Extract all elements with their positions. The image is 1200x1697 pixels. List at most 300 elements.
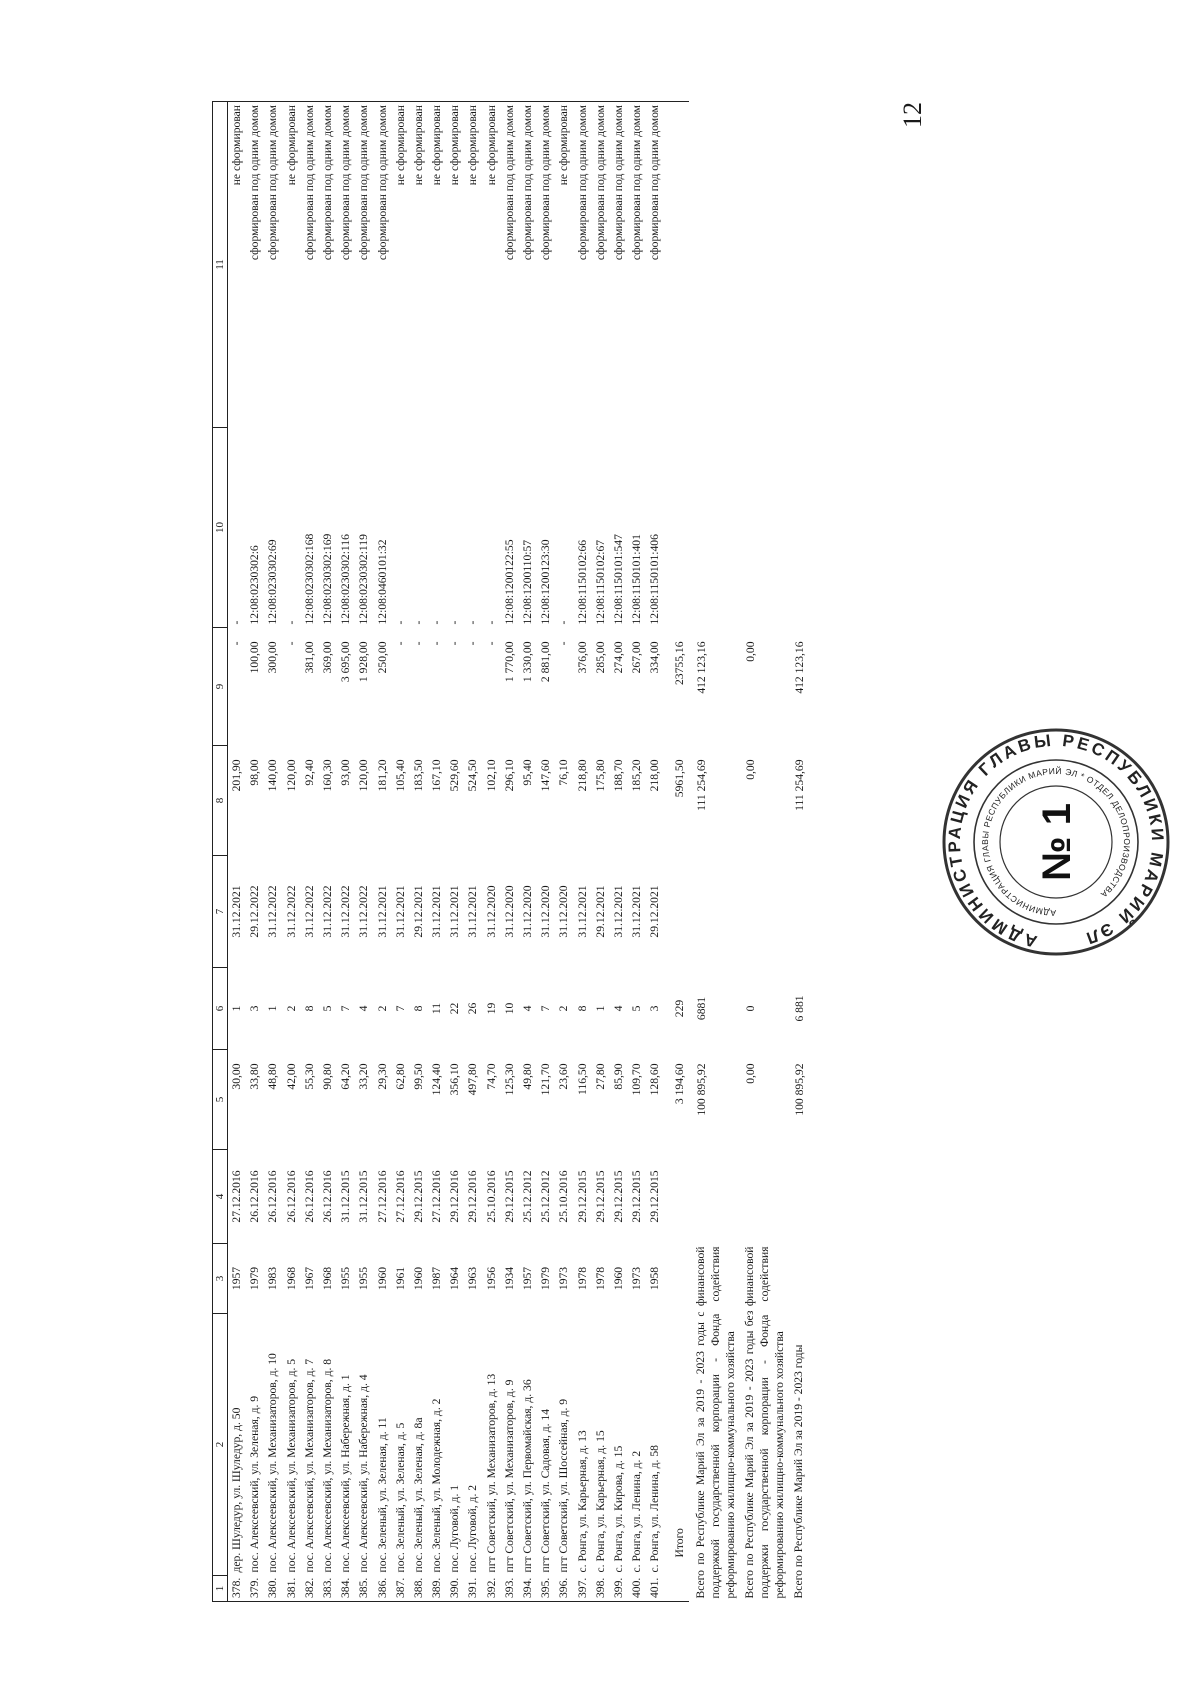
summary-col-8: 111 254,69 xyxy=(694,759,708,811)
cell-col-7: 31.12.2022 xyxy=(357,885,371,938)
cell-col-6: 8 xyxy=(302,1005,316,1012)
cell-col-11: сформирован под одним домом xyxy=(537,102,555,428)
itogo-people: 229 xyxy=(672,999,686,1018)
cell-col-5: 64,20 xyxy=(339,1063,353,1090)
cell-col-10: 12:08:0230302:69 xyxy=(266,539,280,625)
cell-col-11: сформирован под одним домом xyxy=(646,102,664,428)
cell-col-10: 12:08:1200122:55 xyxy=(502,539,516,625)
cell-col-10: 12:08:1150101:406 xyxy=(648,534,662,625)
cell-col-8: 167,10 xyxy=(430,759,444,792)
cell-col-8: 201,90 xyxy=(230,759,243,792)
cell-col-3: 1957 xyxy=(230,1266,243,1291)
cell-col-7: 31.12.2021 xyxy=(230,885,243,938)
cell-col-3: 1964 xyxy=(448,1266,462,1291)
cell-col-9: 1 330,00 xyxy=(521,641,534,683)
cell-col-5: 62,80 xyxy=(393,1063,407,1090)
cell-col-6: 7 xyxy=(393,1005,407,1012)
empty-cell xyxy=(787,1150,809,1244)
cell-col-11: сформирован под одним домом xyxy=(246,102,264,428)
cell-col-11: сформирован под одним домом xyxy=(628,102,646,428)
cell-col-8: 296,10 xyxy=(502,759,516,792)
cell-col-11: не сформирован xyxy=(555,102,573,428)
cell-col-4: 27.12.2016 xyxy=(230,1170,243,1223)
column-number-4: 4 xyxy=(213,1150,228,1244)
cell-col-11: не сформирован xyxy=(428,102,446,428)
cell-col-1: 389. xyxy=(428,1576,446,1602)
cell-col-3: 1960 xyxy=(411,1266,425,1291)
empty-cell xyxy=(689,856,738,968)
cell-col-1: 395. xyxy=(537,1576,555,1602)
cell-col-7: 29.12.2021 xyxy=(593,885,607,938)
cell-col-2: с. Ронга, ул. Карьерная, д. 13 xyxy=(575,1430,589,1573)
cell-col-3: 1967 xyxy=(302,1266,316,1291)
cell-col-5: 33,20 xyxy=(357,1063,371,1090)
cell-col-3: 1968 xyxy=(320,1266,334,1291)
table-row xyxy=(646,102,664,1602)
cell-col-2: пгт Советский, ул. Шоссейная, д. 9 xyxy=(557,1398,571,1573)
cell-col-8: 76,10 xyxy=(557,759,571,786)
table-row xyxy=(410,102,428,1602)
table-row xyxy=(246,102,264,1602)
cell-col-1: 386. xyxy=(374,1576,392,1602)
cell-col-7: 31.12.2020 xyxy=(484,885,498,938)
cell-col-2: пос. Алексеевский, ул. Зеленая, д. 9 xyxy=(248,1395,262,1573)
cell-col-8: 105,40 xyxy=(393,759,407,792)
cell-col-3: 1955 xyxy=(339,1266,353,1291)
cell-col-6: 1 xyxy=(266,1005,280,1012)
cell-col-9: 1 770,00 xyxy=(502,641,516,683)
cell-col-2: пос. Зеленый, ул. Молодежная, д. 2 xyxy=(430,1398,444,1573)
cell-col-6: 4 xyxy=(611,1005,625,1012)
cell-col-5: 23,60 xyxy=(557,1063,571,1090)
cell-col-8: 147,60 xyxy=(539,759,553,792)
table-row xyxy=(319,102,337,1602)
cell-col-7: 31.12.2020 xyxy=(521,885,534,938)
cell-col-1: 379. xyxy=(246,1576,264,1602)
cell-col-2: с. Ронга, ул. Ленина, д. 2 xyxy=(630,1450,644,1573)
cell-col-9: 3 695,00 xyxy=(339,641,353,683)
cell-col-11: не сформирован xyxy=(228,102,247,428)
cell-col-11: сформирован под одним домом xyxy=(319,102,337,428)
empty-cell xyxy=(665,428,689,628)
table-row xyxy=(610,102,628,1602)
cell-col-6: 4 xyxy=(357,1005,371,1012)
table-row xyxy=(428,102,446,1602)
cell-col-9: - xyxy=(448,641,462,646)
cell-col-3: 1961 xyxy=(393,1266,407,1291)
cell-col-2: пос. Алексеевский, ул. Механизаторов, д. 7 xyxy=(302,1358,316,1573)
cell-col-8: 120,00 xyxy=(284,759,298,792)
cell-col-8: 181,20 xyxy=(375,759,389,792)
cell-col-11: сформирован под одним домом xyxy=(301,102,319,428)
cell-col-9: 1 928,00 xyxy=(357,641,371,683)
column-number-5: 5 xyxy=(213,1050,228,1150)
cell-col-7: 31.12.2022 xyxy=(339,885,353,938)
cell-col-7: 31.12.2021 xyxy=(393,885,407,938)
cell-col-1: 382. xyxy=(301,1576,319,1602)
empty-cell xyxy=(738,1150,787,1244)
cell-col-4: 29.12.2015 xyxy=(611,1170,625,1223)
cell-col-9: 376,00 xyxy=(575,641,589,674)
cell-col-7: 31.12.2022 xyxy=(320,885,334,938)
cell-col-9: - xyxy=(484,641,498,646)
cell-col-11: сформирован под одним домом xyxy=(337,102,355,428)
cell-col-11: сформирован под одним домом xyxy=(374,102,392,428)
cell-col-6: 5 xyxy=(320,1005,334,1012)
cell-col-6: 8 xyxy=(411,1005,425,1012)
cell-col-5: 33,80 xyxy=(248,1063,262,1090)
cell-col-1: 397. xyxy=(574,1576,592,1602)
cell-col-10: - xyxy=(557,620,571,625)
cell-col-9: - xyxy=(393,641,407,646)
table-row xyxy=(537,102,555,1602)
cell-col-4: 25.10.2016 xyxy=(484,1170,498,1223)
cell-col-2: с. Ронга, ул. Ленина, д. 58 xyxy=(648,1445,662,1573)
cell-col-2: пос. Алексеевский, ул. Набережная, д. 1 xyxy=(339,1374,353,1573)
empty-cell xyxy=(787,102,809,428)
cell-col-6: 1 xyxy=(230,1005,243,1012)
summary-label: Всего по Республике Марий Эл за 2019 - 2023 годы xyxy=(791,1344,805,1599)
cell-col-4: 25.12.2012 xyxy=(521,1170,534,1223)
cell-col-8: 185,20 xyxy=(630,759,644,792)
cell-col-6: 7 xyxy=(339,1005,353,1012)
cell-col-8: 218,00 xyxy=(648,759,662,792)
cell-col-1: 380. xyxy=(264,1576,282,1602)
cell-col-7: 31.12.2021 xyxy=(611,885,625,938)
cell-col-9: 300,00 xyxy=(266,641,280,674)
cell-col-9: 274,00 xyxy=(611,641,625,674)
cell-col-6: 2 xyxy=(375,1005,389,1012)
table-row xyxy=(483,102,501,1602)
table-row xyxy=(574,102,592,1602)
cell-col-6: 3 xyxy=(648,1005,662,1012)
cell-col-5: 125,30 xyxy=(502,1063,516,1096)
cell-col-5: 356,10 xyxy=(448,1063,462,1096)
cell-col-4: 25.12.2012 xyxy=(539,1170,553,1223)
page-number: 12 xyxy=(898,102,927,128)
empty-cell xyxy=(665,1150,689,1244)
empty-cell xyxy=(738,102,787,428)
table-row xyxy=(283,102,301,1602)
cell-col-10: - xyxy=(393,620,407,625)
cell-col-6: 1 xyxy=(593,1005,607,1012)
cell-col-2: пос. Зеленый, ул. Зеленая, д. 8а xyxy=(411,1417,425,1573)
summary-label: Всего по Республике Марий Эл за 2019 - 2023 годы с финансовой поддержкой государственной корпорации - Фонда содействия реформированию жилищно-коммунального хозяйства xyxy=(693,1246,737,1599)
cell-col-4: 29.12.2016 xyxy=(448,1170,462,1223)
cell-col-7: 31.12.2021 xyxy=(575,885,589,938)
cell-col-5: 121,70 xyxy=(539,1063,553,1096)
itogo-label: Итого xyxy=(672,1528,686,1558)
cell-col-4: 26.12.2016 xyxy=(266,1170,280,1223)
cell-col-7: 29.12.2021 xyxy=(411,885,425,938)
cell-col-11: сформирован под одним домом xyxy=(610,102,628,428)
cell-col-1: 392. xyxy=(483,1576,501,1602)
summary-people: 6 881 xyxy=(792,995,806,1022)
cell-col-9: - xyxy=(230,641,243,646)
cell-col-1: 399. xyxy=(610,1576,628,1602)
cell-col-7: 31.12.2021 xyxy=(430,885,444,938)
table-row xyxy=(446,102,464,1602)
cell-col-5: 49,80 xyxy=(521,1063,534,1090)
cell-col-10: - xyxy=(284,620,298,625)
rotated-page xyxy=(212,102,806,1602)
cell-col-6: 4 xyxy=(521,1005,534,1012)
cell-col-7: 31.12.2021 xyxy=(375,885,389,938)
table-row xyxy=(592,102,610,1602)
cell-col-1: 388. xyxy=(410,1576,428,1602)
empty-cell xyxy=(787,428,809,628)
cell-col-6: 22 xyxy=(448,1002,462,1015)
cell-col-6: 10 xyxy=(502,1002,516,1015)
cell-col-9: 267,00 xyxy=(630,641,644,674)
column-number-10: 10 xyxy=(213,428,228,628)
cell-col-10: 12:08:1150101:401 xyxy=(630,534,644,625)
cell-col-4: 29.12.2015 xyxy=(575,1170,589,1223)
cell-col-10: 12:08:0230302:168 xyxy=(302,533,316,625)
empty-cell xyxy=(689,428,738,628)
cell-col-8: 218,80 xyxy=(575,759,589,792)
empty-cell xyxy=(665,1576,689,1602)
cell-col-11: сформирован под одним домом xyxy=(264,102,282,428)
cell-col-3: 1958 xyxy=(648,1266,662,1291)
cell-col-9: - xyxy=(411,641,425,646)
table-row xyxy=(628,102,646,1602)
cell-col-10: 12:08:1200110:57 xyxy=(521,539,534,625)
cell-col-2: пос. Алексеевский, ул. Механизаторов, д. 5 xyxy=(284,1358,298,1573)
cell-col-3: 1968 xyxy=(284,1266,298,1291)
cell-col-4: 27.12.2016 xyxy=(430,1170,444,1223)
cell-col-6: 11 xyxy=(430,1002,444,1015)
cell-col-5: 99,50 xyxy=(411,1063,425,1090)
cell-col-6: 8 xyxy=(575,1005,589,1012)
cell-col-10: 12:08:1150102:66 xyxy=(575,539,589,625)
cell-col-9: 381,00 xyxy=(302,641,316,674)
cell-col-2: пгт Советский, ул. Механизаторов, д. 13 xyxy=(484,1373,498,1573)
cell-col-4: 26.12.2016 xyxy=(284,1170,298,1223)
cell-col-2: пос. Алексеевский, ул. Механизаторов, д. 10 xyxy=(266,1353,280,1573)
summary-col-9: 412 123,16 xyxy=(694,641,708,694)
cell-col-5: 128,60 xyxy=(648,1063,662,1096)
seal-outer-text: АДМИНИСТРАЦИЯ ГЛАВЫ РЕСПУБЛИКИ МАРИЙ ЭЛ xyxy=(944,730,1168,952)
cell-col-1: 401. xyxy=(646,1576,664,1602)
cell-col-3: 1955 xyxy=(357,1266,371,1291)
cell-col-5: 42,00 xyxy=(284,1063,298,1090)
cell-col-3: 1957 xyxy=(521,1266,534,1291)
cell-col-1: 393. xyxy=(501,1576,519,1602)
itogo-area: 3 194,60 xyxy=(672,1063,686,1105)
cell-col-1: 385. xyxy=(355,1576,373,1602)
cell-col-10: - xyxy=(466,620,480,625)
cell-col-6: 3 xyxy=(248,1005,262,1012)
cell-col-4: 25.10.2016 xyxy=(557,1170,571,1223)
itogo-col-8: 5961,50 xyxy=(672,759,686,798)
empty-cell xyxy=(665,1244,689,1314)
empty-cell xyxy=(665,102,689,428)
cell-col-5: 74,70 xyxy=(484,1063,498,1090)
cell-col-5: 116,50 xyxy=(575,1063,589,1095)
cell-col-3: 1978 xyxy=(593,1266,607,1291)
cell-col-11: сформирован под одним домом xyxy=(574,102,592,428)
cell-col-8: 524,50 xyxy=(466,759,480,792)
cell-col-1: 381. xyxy=(283,1576,301,1602)
cell-col-2: пос. Алексеевский, ул. Механизаторов, д. 8 xyxy=(320,1358,334,1573)
cell-col-4: 31.12.2015 xyxy=(339,1170,353,1223)
itogo-col-9: 23755,16 xyxy=(672,641,686,685)
cell-col-4: 27.12.2016 xyxy=(375,1170,389,1223)
cell-col-8: 183,50 xyxy=(411,759,425,792)
table-row xyxy=(464,102,482,1602)
cell-col-1: 391. xyxy=(464,1576,482,1602)
cell-col-9: 2 881,00 xyxy=(539,641,553,683)
cell-col-5: 109,70 xyxy=(630,1063,644,1096)
cell-col-3: 1973 xyxy=(630,1266,644,1291)
table-row xyxy=(355,102,373,1602)
cell-col-5: 48,80 xyxy=(266,1063,280,1090)
cell-col-5: 55,30 xyxy=(302,1063,316,1090)
column-number-row xyxy=(213,102,228,1602)
cell-col-10: 12:08:1150102:67 xyxy=(593,539,607,625)
cell-col-3: 1934 xyxy=(502,1266,516,1291)
table-row xyxy=(555,102,573,1602)
cell-col-8: 98,00 xyxy=(248,759,262,786)
summary-people: 0 xyxy=(743,1005,757,1012)
cell-col-8: 93,00 xyxy=(339,759,353,786)
table-row xyxy=(392,102,410,1602)
cell-col-7: 31.12.2022 xyxy=(266,885,280,938)
cell-col-10: - xyxy=(430,620,444,625)
summary-area: 0,00 xyxy=(743,1063,757,1084)
cell-col-8: 175,80 xyxy=(593,759,607,792)
cell-col-8: 140,00 xyxy=(266,759,280,792)
cell-col-11: не сформирован xyxy=(446,102,464,428)
summary-row xyxy=(689,102,738,1602)
cell-col-9: 285,00 xyxy=(593,641,607,674)
cell-col-3: 1979 xyxy=(248,1266,262,1291)
column-number-6: 6 xyxy=(213,968,228,1050)
cell-col-3: 1956 xyxy=(484,1266,498,1291)
table-row xyxy=(501,102,519,1602)
summary-area: 100 895,92 xyxy=(792,1063,806,1116)
cell-col-6: 2 xyxy=(284,1005,298,1012)
cell-col-4: 31.12.2015 xyxy=(357,1170,371,1223)
cell-col-3: 1973 xyxy=(557,1266,571,1291)
cell-col-5: 497,80 xyxy=(466,1063,480,1096)
empty-cell xyxy=(738,428,787,628)
cell-col-8: 160,30 xyxy=(320,759,334,792)
cell-col-6: 26 xyxy=(466,1002,480,1015)
cell-col-4: 27.12.2016 xyxy=(393,1170,407,1223)
cell-col-7: 31.12.2021 xyxy=(630,885,644,938)
cell-col-9: - xyxy=(284,641,298,646)
cell-col-9: 369,00 xyxy=(320,641,334,674)
summary-area: 100 895,92 xyxy=(694,1063,708,1116)
summary-col-9: 0,00 xyxy=(743,641,757,662)
cell-col-2: пгт Советский, ул. Механизаторов, д. 9 xyxy=(502,1379,516,1573)
cell-col-1: 384. xyxy=(337,1576,355,1602)
cell-col-11: не сформирован xyxy=(464,102,482,428)
cell-col-6: 19 xyxy=(484,1002,498,1015)
cell-col-4: 29.12.2015 xyxy=(411,1170,425,1223)
cell-col-8: 529,60 xyxy=(448,759,462,792)
cell-col-1: 387. xyxy=(392,1576,410,1602)
column-number-11: 11 xyxy=(213,102,228,428)
table-row xyxy=(519,102,537,1602)
cell-col-5: 85,90 xyxy=(611,1063,625,1090)
cell-col-6: 2 xyxy=(557,1005,571,1012)
cell-col-10: 12:08:1150101:547 xyxy=(611,534,625,625)
cell-col-10: 12:08:0230302:119 xyxy=(357,534,371,625)
cell-col-4: 26.12.2016 xyxy=(302,1170,316,1223)
cell-col-11: сформирован под одним домом xyxy=(519,102,537,428)
summary-row xyxy=(738,102,787,1602)
table-row xyxy=(228,102,247,1602)
column-number-3: 3 xyxy=(213,1244,228,1314)
table-row xyxy=(264,102,282,1602)
cell-col-3: 1963 xyxy=(466,1266,480,1291)
cell-col-1: 390. xyxy=(446,1576,464,1602)
cell-col-2: дер. Шуледур, ул. Шуледур, д. 50 xyxy=(230,1407,243,1573)
cell-col-8: 188,70 xyxy=(611,759,625,792)
cell-col-1: 396. xyxy=(555,1576,573,1602)
cell-col-9: 250,00 xyxy=(375,641,389,674)
column-number-1: 1 xyxy=(213,1576,228,1602)
empty-cell xyxy=(738,856,787,968)
cell-col-8: 95,40 xyxy=(521,759,534,786)
cell-col-10: - xyxy=(484,620,498,625)
summary-col-8: 0,00 xyxy=(743,759,757,780)
cell-col-11: сформирован под одним домом xyxy=(592,102,610,428)
cell-col-7: 31.12.2020 xyxy=(502,885,516,938)
cell-col-6: 7 xyxy=(539,1005,553,1012)
summary-label: Всего по Республике Марий Эл за 2019 - 2023 годы без финансовой поддержки государственной корпорации - Фонда содействия реформированию жилищно-коммунального хозяйства xyxy=(742,1246,786,1599)
table-body xyxy=(228,102,809,1602)
empty-cell xyxy=(689,1150,738,1244)
cell-col-10: 12:08:0230302:116 xyxy=(339,534,353,625)
cell-col-7: 31.12.2020 xyxy=(539,885,553,938)
cell-col-8: 92,40 xyxy=(302,759,316,786)
seal-number: № 1 xyxy=(1035,803,1079,881)
cell-col-10: 12:08:0460101:32 xyxy=(375,539,389,625)
cell-col-5: 90,80 xyxy=(320,1063,334,1090)
cell-col-6: 5 xyxy=(630,1005,644,1012)
cell-col-7: 29.12.2021 xyxy=(648,885,662,938)
housing-table xyxy=(212,101,809,1602)
cell-col-2: пос. Луговой, д. 1 xyxy=(448,1484,462,1573)
official-seal xyxy=(940,726,1172,958)
cell-col-2: пос. Зеленый, ул. Зеленая, д. 5 xyxy=(393,1422,407,1573)
cell-col-11: сформирован под одним домом xyxy=(501,102,519,428)
cell-col-3: 1987 xyxy=(430,1266,444,1291)
summary-row xyxy=(787,102,809,1602)
cell-col-2: с. Ронга, ул. Карьерная, д. 15 xyxy=(593,1430,607,1573)
cell-col-11: сформирован под одним домом xyxy=(355,102,373,428)
cell-col-2: пос. Алексеевский, ул. Набережная, д. 4 xyxy=(357,1374,371,1573)
cell-col-3: 1960 xyxy=(611,1266,625,1291)
cell-col-9: - xyxy=(466,641,480,646)
cell-col-7: 31.12.2020 xyxy=(557,885,571,938)
cell-col-2: пос. Зеленый, ул. Зеленая, д. 11 xyxy=(375,1417,389,1573)
cell-col-11: не сформирован xyxy=(392,102,410,428)
cell-col-1: 378. xyxy=(228,1576,247,1602)
summary-people: 6881 xyxy=(694,996,708,1021)
cell-col-11: не сформирован xyxy=(410,102,428,428)
cell-col-5: 27,80 xyxy=(593,1063,607,1090)
cell-col-4: 29.12.2016 xyxy=(466,1170,480,1223)
cell-col-3: 1979 xyxy=(539,1266,553,1291)
cell-col-10: - xyxy=(448,620,462,625)
cell-col-9: 100,00 xyxy=(248,641,262,674)
cell-col-10: 12:08:1200123:30 xyxy=(539,539,553,625)
